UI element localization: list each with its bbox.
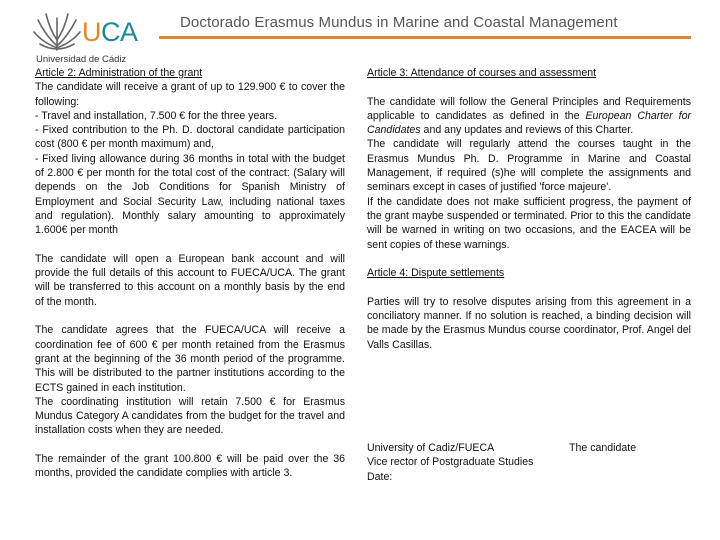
logo-letters-ca: CA: [101, 17, 138, 47]
page-title: Doctorado Erasmus Mundus in Marine and Coastal Management: [180, 14, 618, 31]
article3-paragraph-2: The candidate will regularly attend the courses taught in the Erasmus Mundus Ph. D. Programme in Marine and Coastal Management, if required (s)he will complete the assignments and seminars except in cases of justified 'force majeure'.: [367, 138, 691, 194]
article4-paragraph: Parties will try to resolve disputes arising from this agreement in a conciliatory manner. If no solution is reached, a binding decision will be made by the Erasmus Mundus course coordinator, Prof. Angel del Valls Casillas.: [367, 295, 691, 351]
article2-heading: Article 2: Administration of the grant: [35, 67, 203, 79]
uca-logo: [32, 10, 142, 64]
uca-emblem-icon: [32, 10, 82, 52]
title-divider: [159, 36, 691, 39]
right-column: [367, 66, 691, 352]
article3-p1-text-end: and any updates and reviews of this Charter.: [420, 124, 634, 137]
article3-heading: Article 3: Attendance of courses and assessment: [367, 67, 597, 79]
article2-coordination-fee: The candidate agrees that the FUECA/UCA will receive a coordination fee of 600 € per month retained from the Erasmus grant at the beginning of the 36 month period of the programme. This will be distributed to the partner institutions according to the ECTS gained in each institution.: [35, 324, 345, 394]
article2-item-contribution: - Fixed contribution to the Ph. D. doctoral candidate participation cost (800 € per month maximum) and,: [35, 124, 345, 151]
article2-item-allowance: - Fixed living allowance during 36 months in total with the budget of 2.800 € per month for the total cost of the contract: (Salary will depends on the Job Conditions for Spanish Ministry of Employment and Social Security Law, including national taxes and regulation). Monthly salary amounting to approximately 1.600€ per month: [35, 152, 345, 237]
signatory-role: Vice rector of Postgraduate Studies: [367, 456, 534, 469]
university-name: Universidad de Cádiz: [36, 54, 127, 65]
logo-letter-u: U: [82, 17, 101, 47]
article2-retain: The coordinating institution will retain 7.500 € for Erasmus Mundus Category A candidates from the budget for the travel and installation costs when they are needed.: [35, 395, 345, 437]
article4-heading: Article 4: Dispute settlements: [367, 267, 505, 280]
article3-paragraph-3: If the candidate does not make sufficient progress, the payment of the grant maybe suspended or terminated. Prior to this the candidate will be warned in writing on two occasions, and the EACEA will be sent copies of these warnings.: [367, 195, 691, 251]
article2-intro: The candidate will receive a grant of up to 129.900 € to cover the following:: [35, 81, 345, 108]
signatory-candidate: The candidate: [569, 442, 637, 454]
article2-remainder: The remainder of the grant 100.800 € will be paid over the 36 months, provided the candidate complies with article 3.: [35, 453, 345, 480]
signature-block: [367, 441, 636, 484]
left-column: [35, 66, 345, 481]
signatory-university: University of Cadiz/FUECA: [367, 442, 495, 454]
article2-bank-account: The candidate will open a European bank account and will provide the full details of this account to FUECA/UCA. The grant will be transferred to this account on a monthly basis by the end of the month.: [35, 252, 345, 308]
date-label: Date:: [367, 470, 393, 483]
article3-p1-text: The candidate will follow the General Principles and Requirements applicable to candidates as defined in the: [367, 95, 691, 122]
article3-paragraph-1: [367, 95, 691, 138]
article2-item-travel: - Travel and installation, 7.500 € for the three years.: [35, 109, 278, 122]
charter-title: European Charter for Candidates: [367, 109, 691, 137]
uca-wordmark: [82, 19, 138, 46]
